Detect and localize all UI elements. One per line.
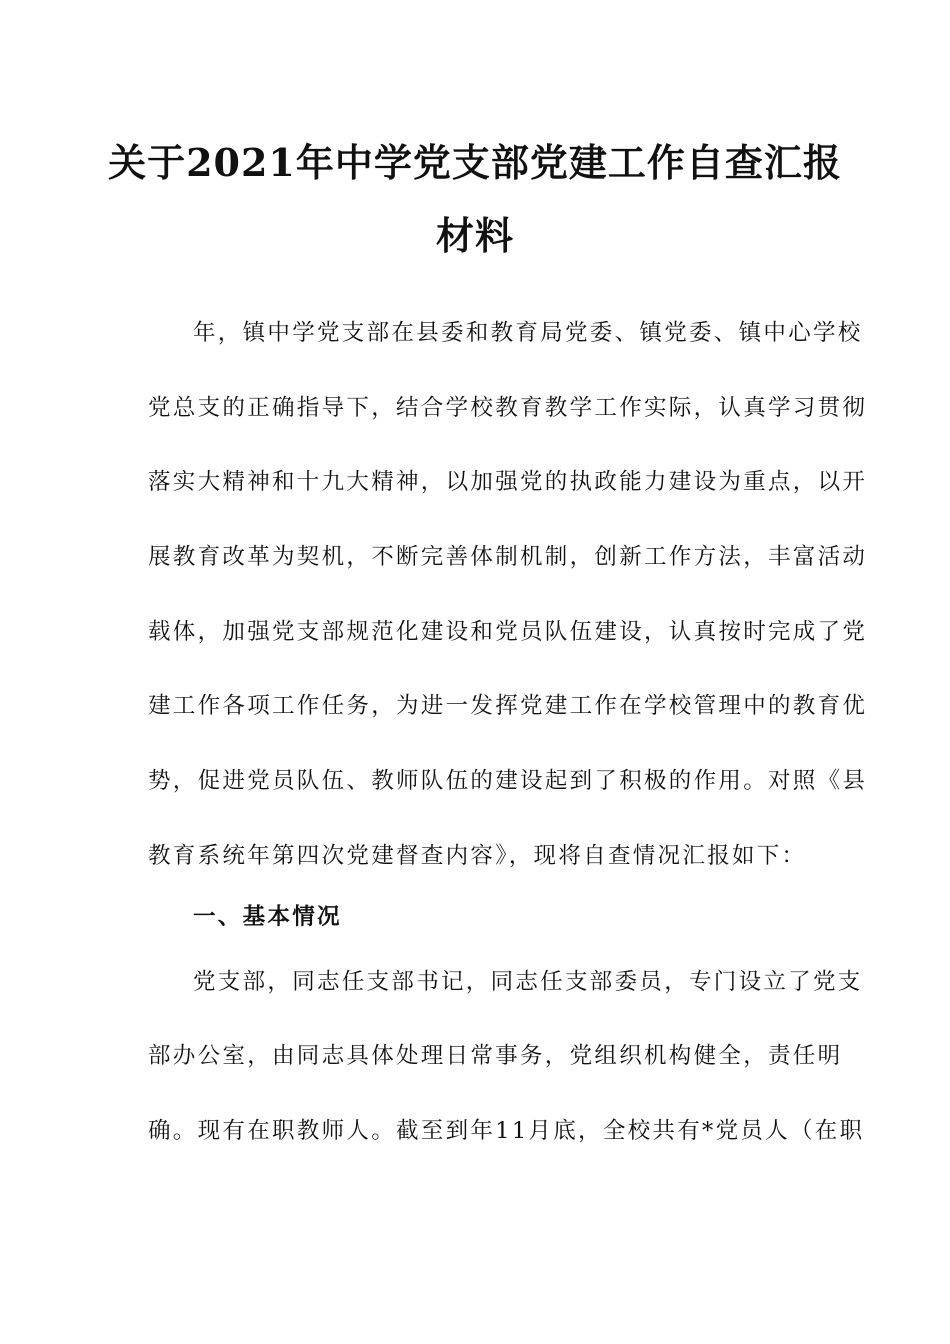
body-line: 年，镇中学党支部在县委和教育局党委、镇党委、镇中心学校 — [193, 320, 863, 346]
document-title-line-1: 关于2021年中学党支部党建工作自查汇报 — [108, 140, 842, 185]
body-line: 落实大精神和十九大精神，以加强党的执政能力建设为重点，以开 — [148, 469, 868, 495]
body-line: 党支部，同志任支部书记，同志任支部委员，专门设立了党支 — [193, 969, 863, 995]
body-line: 教育系统年第四次党建督查内容》，现将自查情况汇报如下： — [148, 843, 807, 869]
body-line: 势，促进党员队伍、教师队伍的建设起到了积极的作用。对照《县 — [148, 768, 868, 794]
body-line: 建工作各项工作任务，为进一发挥党建工作在学校管理中的教育优 — [148, 693, 868, 719]
body-line: 党总支的正确指导下，结合学校教育教学工作实际，认真学习贯彻 — [148, 395, 868, 421]
document-title-line-2: 材料 — [435, 213, 514, 258]
body-line: 载体，加强党支部规范化建设和党员队伍建设，认真按时完成了党 — [148, 619, 868, 645]
body-line: 展教育改革为契机，不断完善体制机制，创新工作方法，丰富活动 — [148, 544, 868, 570]
body-line: 部办公室，由同志具体处理日常事务，党组织机构健全，责任明 — [148, 1043, 843, 1069]
body-line: 确。现有在职教师人。截至到年11月底，全校共有*党员人（在职 — [148, 1118, 865, 1144]
section-heading-basic-situation: 一、基本情况 — [193, 904, 342, 930]
